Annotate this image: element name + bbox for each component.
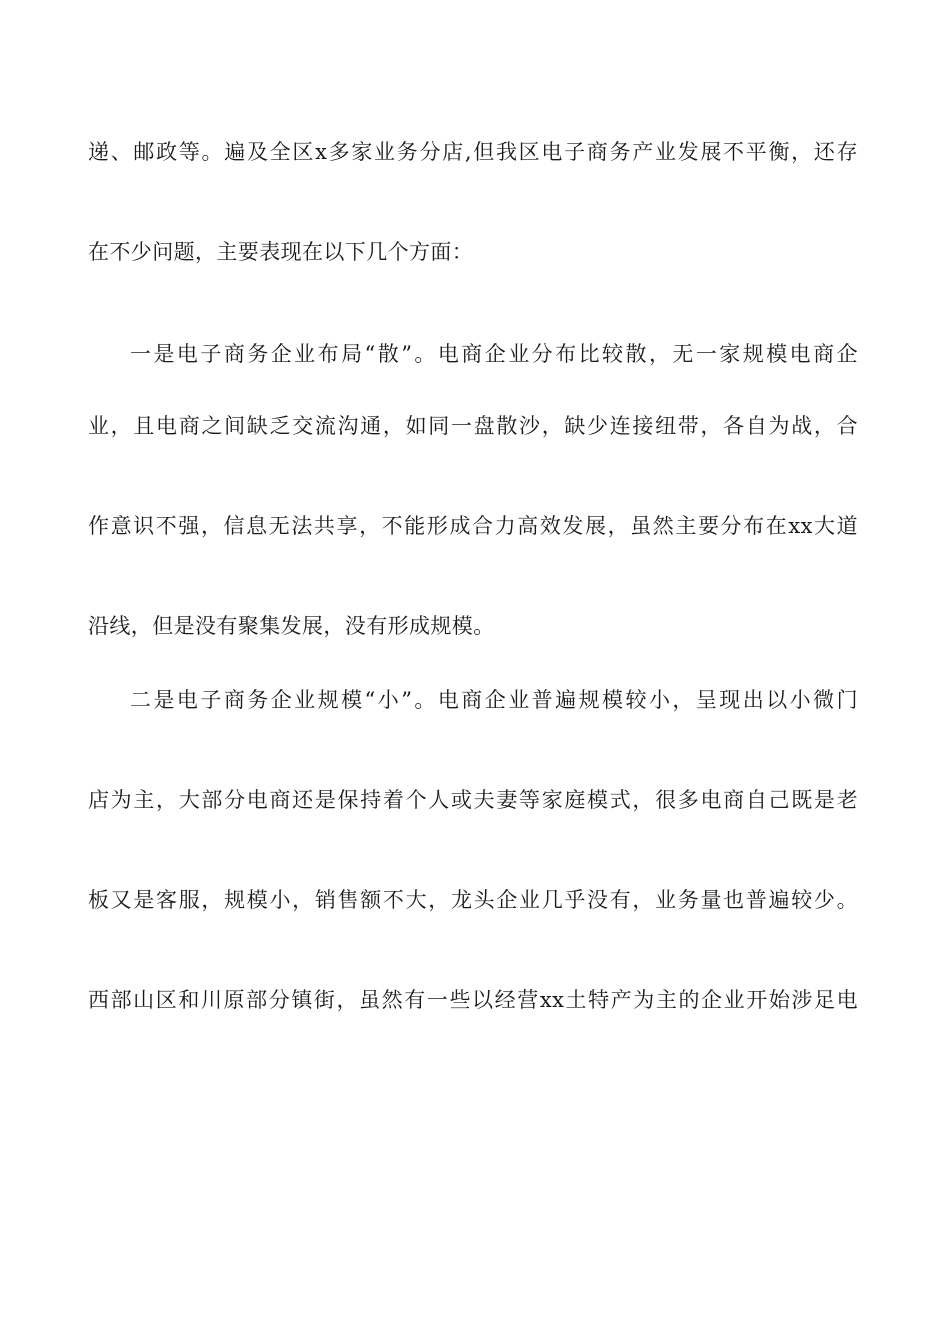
text-line: 作意识不强，信息无法共享，不能形成合力高效发展，虽然主要分布在xx大道 [88,514,858,538]
text-line: 业，且电商之间缺乏交流沟通，如同一盘散沙，缺少连接纽带，各自为战，合 [88,414,858,438]
text-line: 西部山区和川原部分镇街，虽然有一些以经营xx土特产为主的企业开始涉足电 [88,988,858,1012]
paragraph-start-line: 一是电子商务企业布局“散”。电商企业分布比较散，无一家规模电商企 [130,342,858,366]
paragraph-start-line: 二是电子商务企业规模“小”。电商企业普遍规模较小，呈现出以小微门 [130,688,858,712]
text-line: 递、邮政等。遍及全区x多家业务分店,但我区电子商务产业发展不平衡，还存 [88,140,858,164]
text-line: 沿线，但是没有聚集发展，没有形成规模。 [88,614,495,638]
text-line: 板又是客服，规模小，销售额不大，龙头企业几乎没有，业务量也普遍较少。 [88,888,858,912]
text-line: 在不少问题，主要表现在以下几个方面： [88,240,474,264]
text-line: 店为主，大部分电商还是保持着个人或夫妻等家庭模式，很多电商自己既是老 [88,788,858,812]
